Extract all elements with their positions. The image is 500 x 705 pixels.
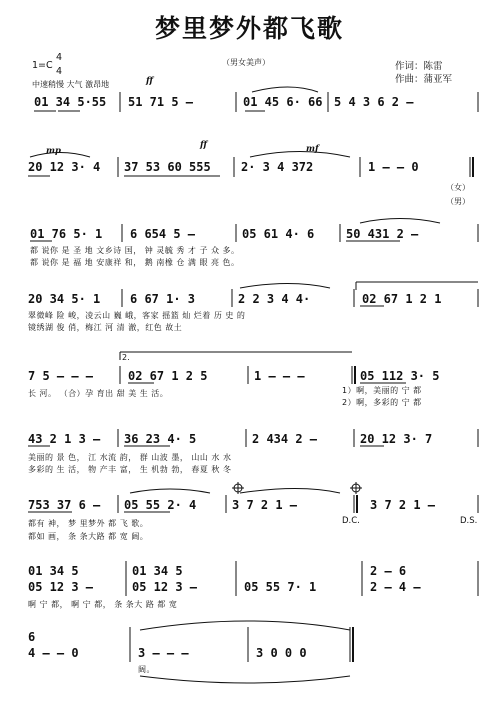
system-3-bar-2: 6 654 5 – (130, 227, 196, 241)
system-8-lyrics-1: 啊 宁 都， 啊 宁 都， 条 条大 路 都 宽 (28, 600, 178, 609)
volta-2-label: 2. (122, 353, 130, 362)
system-8-top-bar-2: 01 34 5 (132, 564, 183, 578)
system-3-lyrics-2: 都 说你 是 福 地 安康祥 和， 鹅 南橡 仓 满 眼 亮 色。 (30, 258, 240, 267)
system-8-bottom-bar-1: 05 12 3 – (28, 580, 94, 594)
system-7-lyrics-1: 都有 神， 梦 里梦外 都 飞 歌。 (28, 519, 149, 528)
composer: 作曲：蒲亚军 (395, 74, 453, 85)
system-7-bar-3: 3 7 2 1 – (232, 498, 298, 512)
system-2-bar-2: 37 53 60 555 (124, 160, 211, 174)
verse-2-lyrics: 2）啊，多彩的 宁 都 (342, 398, 422, 407)
system-9-top-bar-1: 6 (28, 630, 36, 644)
system-4-lyrics-1: 翠微峰 险 峻，凌云山 巍 峨，客家 摇篮 灿 烂着 历 史 的 (28, 311, 246, 320)
system-8-top-bar-3: 05 55 7· 1 (244, 580, 317, 594)
system-1-bar-1: 01 34 5·55 (34, 95, 107, 109)
dc-marking: D.C. (342, 516, 360, 526)
system-9-bottom-bar-1: 4 – – 0 (28, 646, 79, 660)
system-9-bottom-bar-2: 3 – – – (138, 646, 189, 660)
system-7-bar-1: 753 37 6 – (28, 498, 101, 512)
system-5-bar-2: 02 67 1 2 5 (128, 369, 208, 383)
system-5-lyrics-1: 长 河。 （合）孕 育出 甜 美 生 活。 (28, 389, 169, 398)
system-4-bar-4: 02 67 1 2 1 (362, 292, 442, 306)
system-4-bar-2: 6 67 1· 3 (130, 292, 196, 306)
system-1-bar-2: 51 71 5 – (128, 95, 194, 109)
system-7-lyrics-2: 都如 画， 条 条大路 都 宽 阔。 (28, 532, 149, 541)
ds-marking: D.S. (460, 516, 478, 526)
system-6-bar-4: 20 12 3· 7 (360, 432, 433, 446)
system-6-bar-2: 36 23 4· 5 (124, 432, 197, 446)
system-8-top-bar-1: 01 34 5 (28, 564, 79, 578)
system-6-lyrics-1: 美丽的 景 色， 江 水流 韵， 群 山波 墨， 山山 水 水 (28, 453, 232, 462)
dynamic-ff-1: ff (146, 76, 154, 86)
system-8-bottom-bar-2: 05 12 3 – (132, 580, 198, 594)
system-4-lyrics-2: 镜绣湖 俊 俏，梅江 河 清 澈，红色 故土 (28, 323, 183, 332)
system-4-bar-1: 20 34 5· 1 (28, 292, 101, 306)
lyricist: 作词：陈雷 (395, 61, 443, 72)
system-9-bottom-bar-3: 3 0 0 0 (256, 646, 307, 660)
system-8-top-bar-4: 2 – 6 (370, 564, 407, 578)
system-2-bar-1: 20 12 3· 4 (28, 160, 101, 174)
page-title: 梦里梦外都飞歌 (155, 14, 345, 43)
system-5-bar-4: 05 112 3· 5 (360, 369, 440, 383)
system-1-bar-4: 5 4 3 6 2 – (334, 95, 414, 109)
system-4-bar-3: 2 2 3 4 4· (238, 292, 311, 306)
system-3-bar-1: 01 76 5· 1 (30, 227, 103, 241)
verse-1-lyrics: 1）啊，美丽的 宁 都 (342, 386, 422, 395)
system-8-bottom-bar-4: 2 – 4 – (370, 580, 421, 594)
system-3-lyrics-1: 都 说你 是 圣 地 文乡诗 国， 钟 灵毓 秀 才 子 众 多。 (30, 246, 240, 255)
system-5-bar-1: 7 5 – – – (28, 369, 94, 383)
tempo-marking: 中速稍慢 大气 激昂地 (32, 80, 110, 89)
system-6-bar-3: 2 434 2 – (252, 432, 318, 446)
system-6-bar-1: 43 2 1 3 – (28, 432, 101, 446)
system-7-bar-4: 3 7 2 1 – (370, 498, 436, 512)
system-5-bar-3: 1 – – – (254, 369, 305, 383)
time-signature-bottom: 4 (56, 66, 63, 77)
system-9-lyrics-1: 阔。 (138, 665, 155, 674)
male-voice-label: （男） (446, 197, 470, 206)
system-6-lyrics-2: 多彩的 生 活， 物 产丰 富， 生 机勃 勃， 春夏 秋 冬 (28, 465, 232, 474)
system-2-bar-4: 1 – – 0 (368, 160, 419, 174)
dynamic-ff-2: ff (200, 140, 208, 150)
system-2-bar-3: 2· 3 4 372 (241, 160, 314, 174)
system-3-bar-4: 50 431 2 – (346, 227, 419, 241)
system-1-bar-3: 01 45 6· 66 (243, 95, 323, 109)
key-signature: 1=C (32, 60, 53, 71)
time-signature-top: 4 (56, 52, 63, 63)
system-3-bar-3: 05 61 4· 6 (242, 227, 315, 241)
female-voice-label: （女） (446, 183, 470, 192)
dynamic-mp: mp (46, 146, 61, 156)
dynamic-mf: mf (306, 144, 319, 154)
voice-type: （男女美声） (222, 58, 270, 67)
system-7-bar-2: 05 55 2· 4 (124, 498, 197, 512)
